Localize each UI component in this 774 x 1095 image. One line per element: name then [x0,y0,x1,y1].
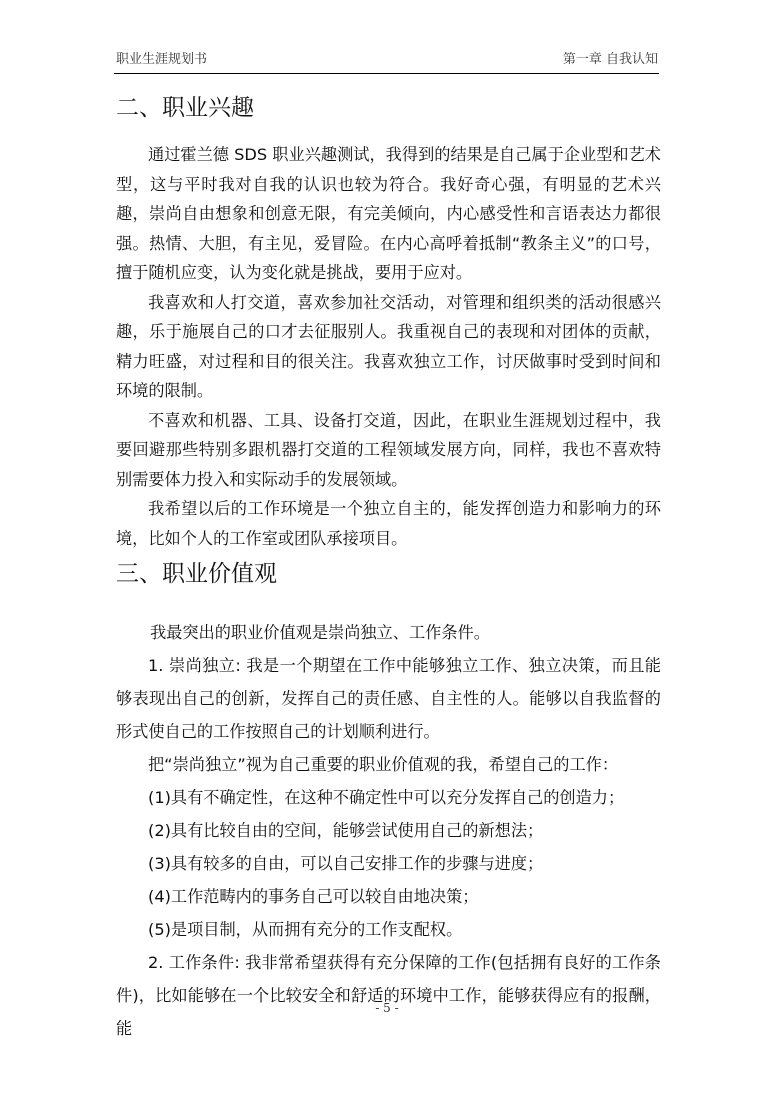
paragraph: 我最突出的职业价值观是崇尚独立、工作条件。 [150,623,490,642]
header-divider [114,73,659,74]
list-item: (1)具有不确定性，在这种不确定性中可以充分发挥自己的创造力； [148,788,625,807]
running-header-title: 职业生涯规划书 [116,52,208,67]
paragraph: 把“崇尚独立”视为自己重要的职业价值观的我，希望自己的工作： [148,755,619,774]
list-item: (2)具有比较自由的空间，能够尝试使用自己的新想法； [148,821,544,840]
list-item: (3)具有较多的自由，可以自己安排工作的步骤与进度； [148,854,544,873]
paragraph: 1. 崇尚独立: 我是一个期望在工作中能够独立工作、独立决策，而且能够表现出自己的创新，发挥自己的责任感、自主性的人。能够以自我监督的形式使自己的工作按照自己的计划顺利进行。 [116,656,661,741]
paragraph: 不喜欢和机器、工具、设备打交道，因此，在职业生涯规划过程中，我要回避那些特别多跟机器打交道的工程领域发展方向，同样，我也不喜欢特别需要体力投入和实际动手的发展领域。 [116,410,661,489]
list-item: (4)工作范畴内的事务自己可以较自由地决策； [148,887,479,906]
section-heading-career-values: 三、职业价值观 [116,561,277,587]
paragraph: 通过霍兰德 SDS 职业兴趣测试，我得到的结果是自己属于企业型和艺术型，这与平时我对自我的认识也较为符合。我好奇心强，有明显的艺术兴趣，崇尚自由想象和创意无限，有完美倾向，内心感受性和言语表达力都很强。热情、大胆，有主见，爱冒险。在内心高呼着抵制“教条主义”的口号，擅于随机应变，认为变化就是挑战，要用于应对。 [116,145,661,282]
section-heading-career-interest: 二、职业兴趣 [116,95,254,121]
section-body-career-values [116,616,661,1045]
list-item: (5)是项目制，从而拥有充分的工作支配权。 [148,920,463,939]
paragraph: 我希望以后的工作环境是一个独立自主的，能发挥创造力和影响力的环境，比如个人的工作室或团队承接项目。 [116,499,661,548]
running-header-chapter: 第一章 自我认知 [562,52,658,67]
paragraph: 我喜欢和人打交道，喜欢参加社交活动，对管理和组织类的活动很感兴趣，乐于施展自己的口才去征服别人。我重视自己的表现和对团体的贡献，精力旺盛，对过程和目的很关注。我喜欢独立工作，讨厌做事时受到时间和环境的限制。 [116,292,661,400]
section-body-career-interest [116,140,661,553]
page-number: - 5 - [375,1001,399,1015]
paragraph: 2. 工作条件: 我非常希望获得有充分保障的工作(包括拥有良好的工作条件)，比如能够在一个比较安全和舒适的环境中工作，能够获得应有的报酬，能 [116,953,661,1038]
